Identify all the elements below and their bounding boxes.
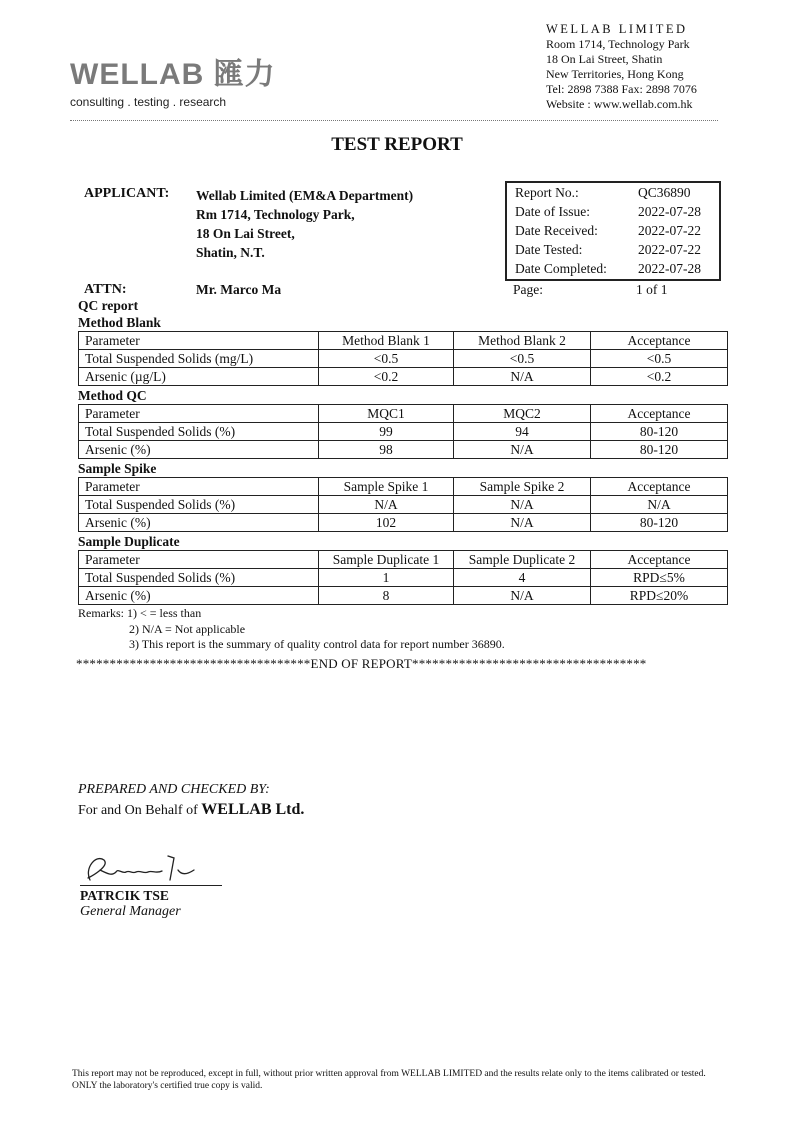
header-cell: Parameter [79, 551, 319, 569]
contact-line: Tel: 2898 7388 Fax: 2898 7076 [546, 82, 697, 96]
table-cell: Arsenic (%) [79, 587, 319, 605]
table-row [79, 569, 728, 587]
applicant-label: APPLICANT: [84, 186, 170, 201]
table-cell: Arsenic (µg/L) [79, 368, 319, 386]
header-cell: Method Blank 2 [454, 332, 591, 350]
signature-line [80, 885, 222, 886]
report-info-box [505, 181, 721, 281]
info-label: Date Tested: [515, 242, 583, 257]
table-cell: 94 [454, 423, 591, 441]
applicant-line: 18 On Lai Street, [196, 226, 295, 241]
table-cell: 80-120 [591, 514, 728, 532]
section-heading-sample-spike: Sample Spike [78, 461, 157, 476]
page-title: TEST REPORT [331, 134, 463, 155]
website-line: Website : www.wellab.com.hk [546, 97, 693, 111]
page-value: 1 of 1 [636, 282, 668, 297]
page-label: Page: [513, 282, 543, 297]
company-tagline: consulting . testing . research [70, 95, 227, 109]
table-header-row [79, 551, 728, 569]
company-name: WELLAB LIMITED [546, 22, 688, 36]
end-of-report: ***********************************END OF REPORT*********************************** [76, 656, 647, 671]
table-cell: N/A [454, 441, 591, 459]
remarks-label: Remarks: [78, 606, 124, 620]
table-cell: N/A [591, 496, 728, 514]
applicant-line: Shatin, N.T. [196, 245, 265, 260]
section-heading-method-qc: Method QC [78, 388, 147, 403]
on-behalf-line [78, 801, 304, 819]
table-cell: Arsenic (%) [79, 441, 319, 459]
company-address-block [546, 22, 697, 112]
table-cell: Arsenic (%) [79, 514, 319, 532]
table-cell: N/A [454, 514, 591, 532]
table-cell: 80-120 [591, 441, 728, 459]
address-line: 18 On Lai Street, Shatin [546, 52, 663, 66]
info-value: 2022-07-22 [638, 242, 701, 257]
info-value: 2022-07-28 [638, 261, 701, 276]
table-cell: <0.2 [591, 368, 728, 386]
table-cell: N/A [454, 368, 591, 386]
footer-disclaimer: This report may not be reproduced, except in full, without prior written approval from WELLAB LIMITED and the results relate only to the items calibrated or tested. ONLY the laboratory's certified true copy is valid. [72, 1069, 706, 1091]
sample-duplicate-table [78, 550, 728, 605]
table-cell: N/A [319, 496, 454, 514]
company-logo: WELLAB 匯力 [70, 58, 276, 91]
prepared-by-label: PREPARED AND CHECKED BY: [78, 782, 270, 797]
table-row [79, 587, 728, 605]
table-header-row [79, 405, 728, 423]
applicant-address [196, 186, 413, 262]
header-cell: Sample Duplicate 2 [454, 551, 591, 569]
info-value: QC36890 [638, 185, 691, 200]
attn-value: Mr. Marco Ma [196, 282, 282, 297]
info-label: Date of Issue: [515, 204, 590, 219]
header-cell: Acceptance [591, 405, 728, 423]
table-header-row [79, 332, 728, 350]
header-cell: Sample Duplicate 1 [319, 551, 454, 569]
sample-spike-table [78, 477, 728, 532]
info-label: Report No.: [515, 185, 579, 200]
signer-title: General Manager [80, 904, 181, 919]
table-row [79, 368, 728, 386]
table-cell: Total Suspended Solids (%) [79, 423, 319, 441]
page-number [513, 282, 668, 298]
table-header-row [79, 478, 728, 496]
table-cell: 4 [454, 569, 591, 587]
table-cell: <0.5 [319, 350, 454, 368]
signer-name: PATRCIK TSE [80, 888, 169, 903]
header-divider [70, 120, 718, 121]
table-cell: 80-120 [591, 423, 728, 441]
table-cell: RPD≤20% [591, 587, 728, 605]
header-cell: Sample Spike 2 [454, 478, 591, 496]
on-behalf-prefix: For and On Behalf of [78, 803, 202, 818]
remark-item: 1) < = less than [127, 606, 202, 620]
remark-item: 2) N/A = Not applicable [129, 621, 246, 636]
remark-item: 3) This report is the summary of quality control data for report number 36890. [129, 637, 505, 651]
table-cell: 8 [319, 587, 454, 605]
on-behalf-company: WELLAB Ltd. [201, 801, 305, 818]
table-cell: 102 [319, 514, 454, 532]
table-row [79, 441, 728, 459]
info-value: 2022-07-28 [638, 204, 701, 219]
header-cell: MQC2 [454, 405, 591, 423]
address-line: New Territories, Hong Kong [546, 67, 684, 81]
signature-image [78, 850, 208, 890]
table-cell: 99 [319, 423, 454, 441]
header-cell: MQC1 [319, 405, 454, 423]
header-cell: Parameter [79, 405, 319, 423]
table-cell: Total Suspended Solids (%) [79, 569, 319, 587]
table-cell: RPD≤5% [591, 569, 728, 587]
table-cell: Total Suspended Solids (%) [79, 496, 319, 514]
table-cell: 98 [319, 441, 454, 459]
header-cell: Parameter [79, 478, 319, 496]
method-qc-table [78, 404, 728, 459]
table-cell: <0.2 [319, 368, 454, 386]
table-cell: Total Suspended Solids (mg/L) [79, 350, 319, 368]
table-row [79, 514, 728, 532]
info-label: Date Completed: [515, 261, 607, 276]
header-cell: Acceptance [591, 478, 728, 496]
method-blank-table [78, 331, 728, 386]
table-cell: <0.5 [454, 350, 591, 368]
remarks [78, 606, 505, 653]
header-cell: Method Blank 1 [319, 332, 454, 350]
applicant-line: Rm 1714, Technology Park, [196, 207, 355, 222]
info-value: 2022-07-22 [638, 223, 701, 238]
section-heading-method-blank: Method Blank [78, 315, 161, 330]
qc-report-label: QC report [78, 298, 139, 313]
info-label: Date Received: [515, 223, 598, 238]
header-cell: Acceptance [591, 551, 728, 569]
address-line: Room 1714, Technology Park [546, 37, 690, 51]
applicant-line: Wellab Limited (EM&A Department) [196, 188, 414, 203]
header-cell: Sample Spike 1 [319, 478, 454, 496]
table-cell: N/A [454, 496, 591, 514]
table-row [79, 423, 728, 441]
table-cell: N/A [454, 587, 591, 605]
header-cell: Parameter [79, 332, 319, 350]
section-heading-sample-duplicate: Sample Duplicate [78, 534, 180, 549]
table-row [79, 496, 728, 514]
table-row [79, 350, 728, 368]
attn-label: ATTN: [84, 282, 127, 297]
table-cell: <0.5 [591, 350, 728, 368]
table-cell: 1 [319, 569, 454, 587]
header-cell: Acceptance [591, 332, 728, 350]
